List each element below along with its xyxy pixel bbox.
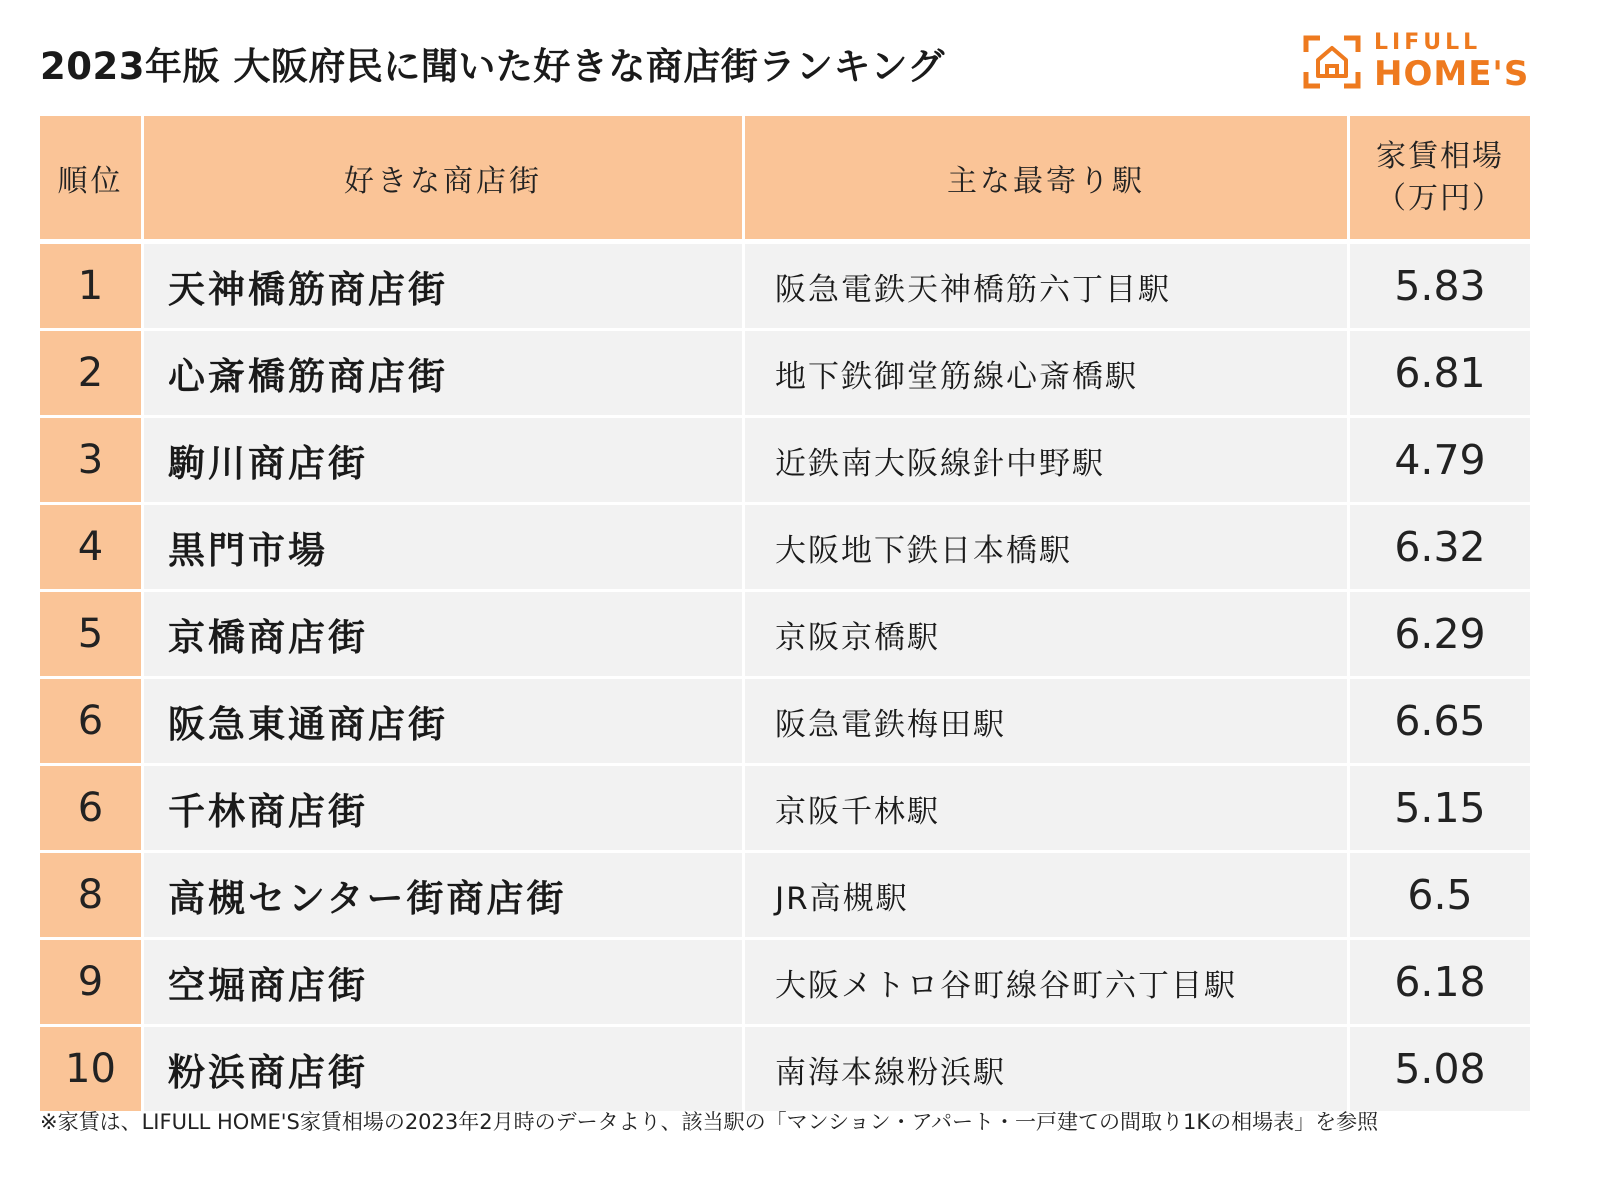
logo-text-lifull: LIFULL — [1374, 30, 1482, 55]
table-header-row — [40, 116, 1530, 239]
table-row — [40, 331, 1530, 415]
station-cell: 阪急電鉄天神橋筋六丁目駅 — [745, 242, 1347, 328]
rank-cell: 1 — [40, 242, 141, 328]
table-row — [40, 505, 1530, 589]
street-cell: 空堀商店街 — [144, 940, 742, 1024]
station-cell: 近鉄南大阪線針中野駅 — [745, 418, 1347, 502]
station-cell: 京阪京橋駅 — [745, 592, 1347, 676]
table-row — [40, 679, 1530, 763]
rank-cell: 5 — [40, 592, 141, 676]
table-row — [40, 592, 1530, 676]
header-station: 主な最寄り駅 — [745, 116, 1347, 239]
rent-cell: 6.18 — [1350, 940, 1530, 1024]
table-row — [40, 242, 1530, 328]
header-rent-line2: （万円） — [1376, 180, 1504, 216]
rent-cell: 4.79 — [1350, 418, 1530, 502]
rank-cell: 8 — [40, 853, 141, 937]
header-rank: 順位 — [40, 116, 141, 239]
station-cell: 大阪地下鉄日本橋駅 — [745, 505, 1347, 589]
table-row — [40, 940, 1530, 1024]
station-cell: 大阪メトロ谷町線谷町六丁目駅 — [745, 940, 1347, 1024]
house-icon — [1302, 34, 1362, 90]
logo-text-homes: HOME'S — [1374, 54, 1530, 94]
street-cell: 黒門市場 — [144, 505, 742, 589]
rank-cell: 4 — [40, 505, 141, 589]
rank-cell: 10 — [40, 1027, 141, 1111]
rank-cell: 3 — [40, 418, 141, 502]
station-cell: 京阪千林駅 — [745, 766, 1347, 850]
table-row — [40, 1027, 1530, 1111]
street-cell: 天神橋筋商店街 — [144, 242, 742, 328]
rent-cell: 5.08 — [1350, 1027, 1530, 1111]
rent-cell: 6.5 — [1350, 853, 1530, 937]
station-cell: JR高槻駅 — [745, 853, 1347, 937]
table-row — [40, 853, 1530, 937]
rent-cell: 5.15 — [1350, 766, 1530, 850]
table-row — [40, 766, 1530, 850]
station-cell: 阪急電鉄梅田駅 — [745, 679, 1347, 763]
rank-cell: 2 — [40, 331, 141, 415]
station-cell: 南海本線粉浜駅 — [745, 1027, 1347, 1111]
street-cell: 京橋商店街 — [144, 592, 742, 676]
rent-cell: 6.32 — [1350, 505, 1530, 589]
street-cell: 心斎橋筋商店街 — [144, 331, 742, 415]
brand-logo — [1302, 30, 1552, 94]
table-row — [40, 418, 1530, 502]
header-street: 好きな商店街 — [144, 116, 742, 239]
station-cell: 地下鉄御堂筋線心斎橋駅 — [745, 331, 1347, 415]
street-cell: 高槻センター街商店街 — [144, 853, 742, 937]
rent-cell: 5.83 — [1350, 242, 1530, 328]
rent-cell: 6.65 — [1350, 679, 1530, 763]
rent-cell: 6.81 — [1350, 331, 1530, 415]
header-rent — [1350, 116, 1530, 239]
street-cell: 粉浜商店街 — [144, 1027, 742, 1111]
header-rent-line1: 家賃相場 — [1376, 138, 1504, 174]
rank-cell: 9 — [40, 940, 141, 1024]
rank-cell: 6 — [40, 679, 141, 763]
rent-cell: 6.29 — [1350, 592, 1530, 676]
rank-cell: 6 — [40, 766, 141, 850]
footnote: ※家賃は、LIFULL HOME'S家賃相場の2023年2月時のデータより、該当駅の「マンション・アパート・一戸建ての間取り1Kの相場表」を参照 — [40, 1110, 1379, 1134]
street-cell: 千林商店街 — [144, 766, 742, 850]
ranking-table — [37, 113, 1533, 1114]
page-title: 2023年版 大阪府民に聞いた好きな商店街ランキング — [40, 45, 945, 88]
street-cell: 阪急東通商店街 — [144, 679, 742, 763]
street-cell: 駒川商店街 — [144, 418, 742, 502]
